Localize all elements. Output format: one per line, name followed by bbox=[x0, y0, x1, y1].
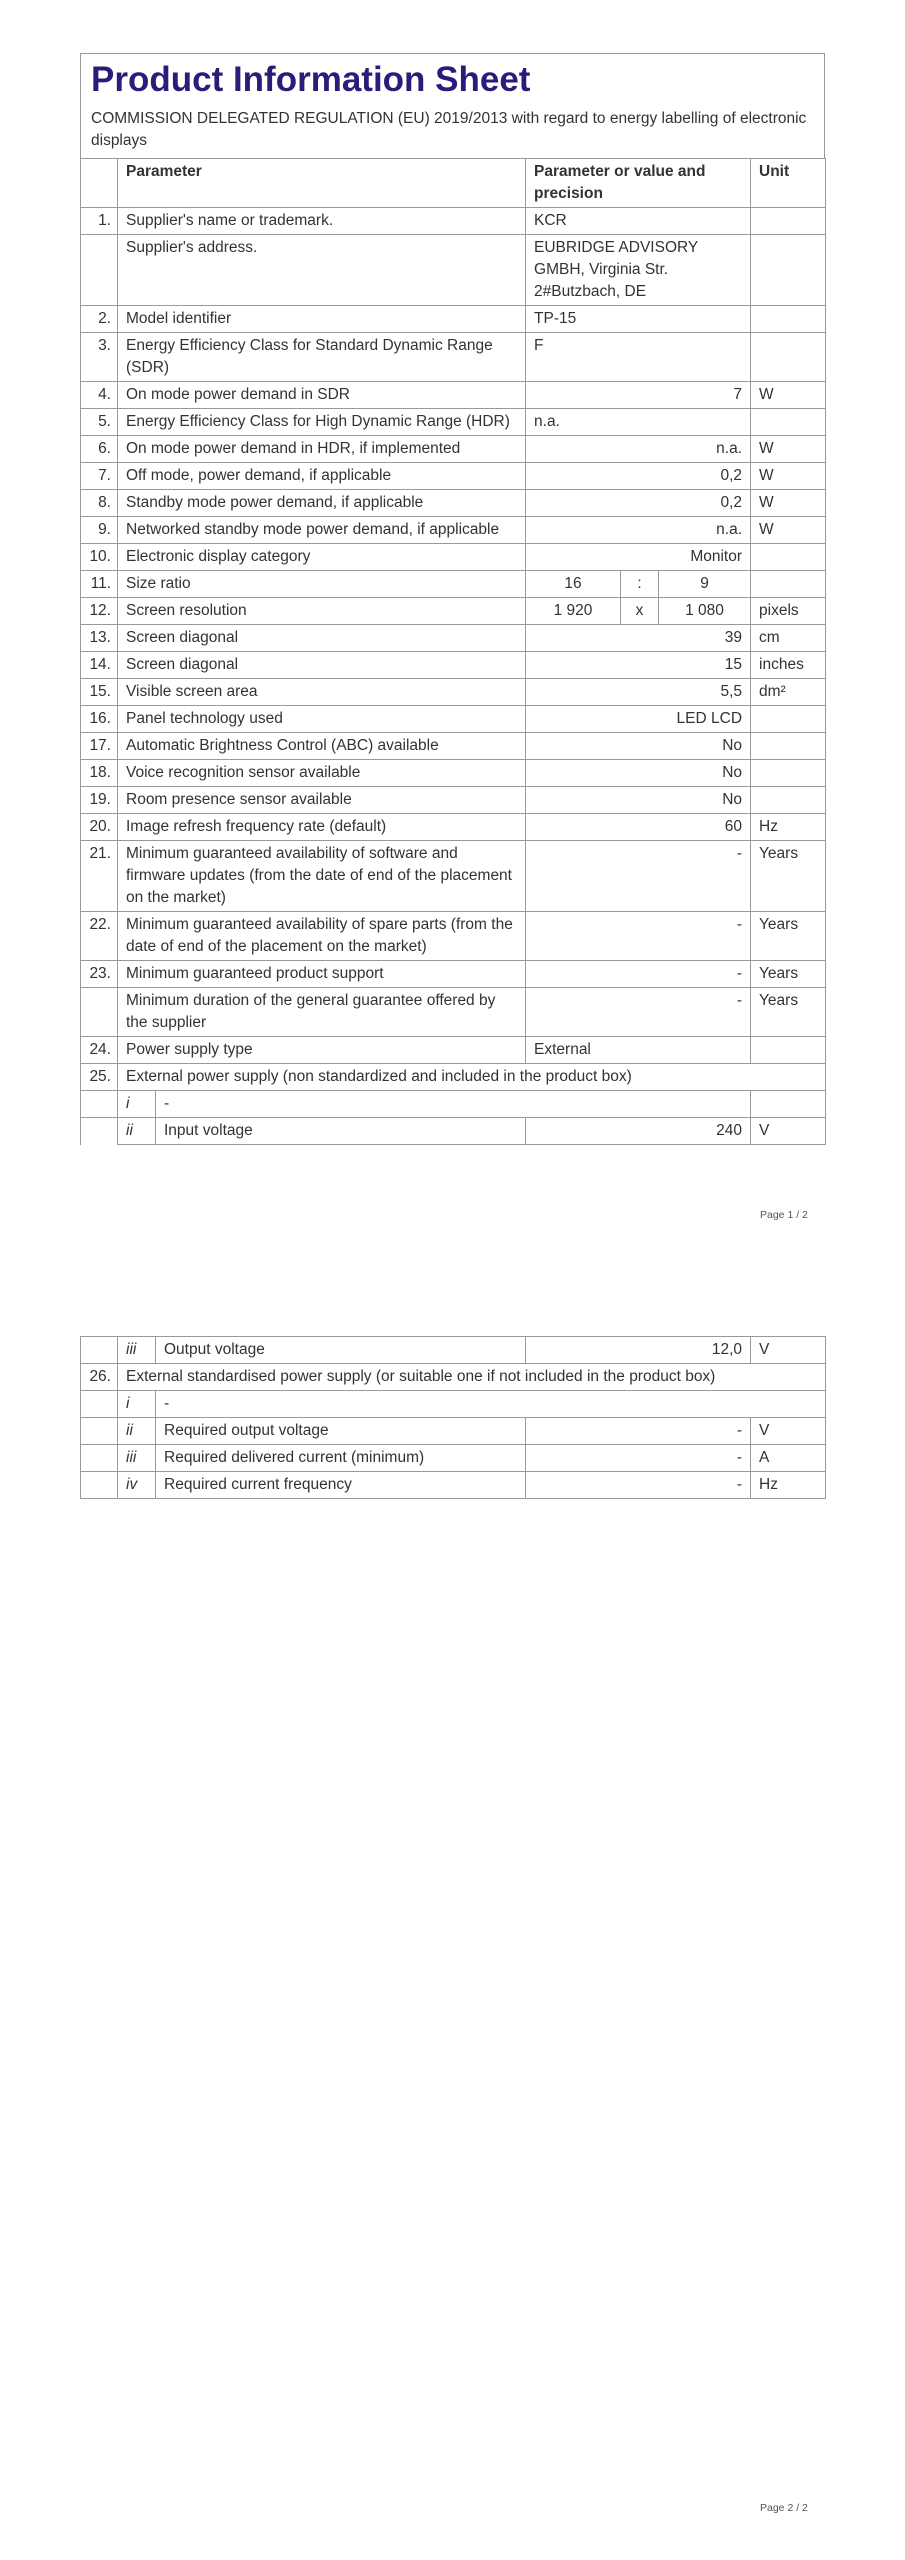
row-value: EUBRIDGE ADVISORY GMBH, Virginia Str. 2#Butzbach, DE bbox=[526, 235, 751, 306]
row-label: - bbox=[156, 1091, 751, 1118]
ratio-separator: : bbox=[621, 571, 659, 598]
page-footer: Page 1 / 2 bbox=[760, 1209, 808, 1221]
row-value: 5,5 bbox=[526, 679, 751, 706]
resolution-separator: x bbox=[621, 598, 659, 625]
row-value: 15 bbox=[526, 652, 751, 679]
table-row bbox=[81, 517, 826, 544]
table-row bbox=[81, 571, 826, 598]
row-value: External bbox=[526, 1037, 751, 1064]
row-label: Minimum guaranteed product support bbox=[118, 961, 526, 988]
row-number: 21. bbox=[81, 841, 118, 912]
row-label: On mode power demand in HDR, if implemented bbox=[118, 436, 526, 463]
row-number: 23. bbox=[81, 961, 118, 988]
row-unit bbox=[751, 333, 826, 382]
table-row bbox=[81, 912, 826, 961]
row-number-empty bbox=[81, 1445, 118, 1472]
row-unit: Years bbox=[751, 961, 826, 988]
row-unit bbox=[751, 235, 826, 306]
sub-index: ii bbox=[118, 1418, 156, 1445]
table-row bbox=[81, 1118, 826, 1145]
row-label: Power supply type bbox=[118, 1037, 526, 1064]
row-value: - bbox=[526, 961, 751, 988]
row-number-empty bbox=[81, 1418, 118, 1445]
row-unit bbox=[751, 1037, 826, 1064]
row-number-empty bbox=[81, 1118, 118, 1145]
row-label: Required output voltage bbox=[156, 1418, 526, 1445]
row-value: 60 bbox=[526, 814, 751, 841]
row-label: Screen resolution bbox=[118, 598, 526, 625]
row-label: On mode power demand in SDR bbox=[118, 382, 526, 409]
row-label: Minimum guaranteed availability of software and firmware updates (from the date of end of the placement on the market) bbox=[118, 841, 526, 912]
table-row bbox=[81, 787, 826, 814]
row-value: 0,2 bbox=[526, 463, 751, 490]
row-label: Energy Efficiency Class for Standard Dynamic Range (SDR) bbox=[118, 333, 526, 382]
row-value: - bbox=[526, 1418, 751, 1445]
sub-index: i bbox=[118, 1091, 156, 1118]
table-row bbox=[81, 490, 826, 517]
row-unit: V bbox=[751, 1337, 826, 1364]
row-unit bbox=[751, 571, 826, 598]
row-label: Minimum duration of the general guarantee offered by the supplier bbox=[118, 988, 526, 1037]
row-label: Output voltage bbox=[156, 1337, 526, 1364]
row-unit: W bbox=[751, 517, 826, 544]
row-value: 7 bbox=[526, 382, 751, 409]
row-label: Networked standby mode power demand, if applicable bbox=[118, 517, 526, 544]
header-parameter: Parameter bbox=[118, 159, 526, 208]
row-value: Monitor bbox=[526, 544, 751, 571]
row-label: Off mode, power demand, if applicable bbox=[118, 463, 526, 490]
row-number: 8. bbox=[81, 490, 118, 517]
row-unit: W bbox=[751, 436, 826, 463]
row-label: Visible screen area bbox=[118, 679, 526, 706]
row-unit: dm² bbox=[751, 679, 826, 706]
row-unit: W bbox=[751, 382, 826, 409]
row-label: Screen diagonal bbox=[118, 625, 526, 652]
product-info-table-continued bbox=[80, 1336, 826, 1499]
table-row bbox=[81, 733, 826, 760]
row-value: 12,0 bbox=[526, 1337, 751, 1364]
product-info-table bbox=[80, 158, 826, 1145]
row-unit bbox=[751, 208, 826, 235]
row-value: No bbox=[526, 760, 751, 787]
row-label: Required current frequency bbox=[156, 1472, 526, 1499]
row-value: F bbox=[526, 333, 751, 382]
row-unit bbox=[751, 409, 826, 436]
row-number: 19. bbox=[81, 787, 118, 814]
sub-index: iii bbox=[118, 1445, 156, 1472]
table-row bbox=[81, 814, 826, 841]
row-number: 5. bbox=[81, 409, 118, 436]
row-label: Image refresh frequency rate (default) bbox=[118, 814, 526, 841]
page-2 bbox=[80, 1336, 825, 1499]
row-number-empty bbox=[81, 1391, 118, 1418]
table-header-row bbox=[81, 159, 826, 208]
row-number: 9. bbox=[81, 517, 118, 544]
row-unit: inches bbox=[751, 652, 826, 679]
table-row bbox=[81, 1391, 826, 1418]
row-unit: Years bbox=[751, 841, 826, 912]
page-1 bbox=[80, 53, 825, 1145]
row-number: 12. bbox=[81, 598, 118, 625]
row-unit: Hz bbox=[751, 1472, 826, 1499]
row-number: 16. bbox=[81, 706, 118, 733]
row-value: - bbox=[526, 912, 751, 961]
table-row bbox=[81, 463, 826, 490]
table-row bbox=[81, 625, 826, 652]
row-unit bbox=[751, 787, 826, 814]
header-unit: Unit bbox=[751, 159, 826, 208]
row-number bbox=[81, 988, 118, 1037]
row-label: Screen diagonal bbox=[118, 652, 526, 679]
table-row bbox=[81, 382, 826, 409]
row-number-empty bbox=[81, 1337, 118, 1364]
section-label: External power supply (non standardized and included in the product box) bbox=[118, 1064, 826, 1091]
row-unit: pixels bbox=[751, 598, 826, 625]
row-unit: A bbox=[751, 1445, 826, 1472]
row-unit: Years bbox=[751, 912, 826, 961]
row-label: Input voltage bbox=[156, 1118, 526, 1145]
row-number: 2. bbox=[81, 306, 118, 333]
row-value: No bbox=[526, 787, 751, 814]
table-row bbox=[81, 1064, 826, 1091]
table-row bbox=[81, 1445, 826, 1472]
row-unit: V bbox=[751, 1118, 826, 1145]
row-label: Supplier's address. bbox=[118, 235, 526, 306]
row-unit: cm bbox=[751, 625, 826, 652]
row-value: TP-15 bbox=[526, 306, 751, 333]
row-unit: Hz bbox=[751, 814, 826, 841]
row-number: 11. bbox=[81, 571, 118, 598]
row-number: 14. bbox=[81, 652, 118, 679]
page-title: Product Information Sheet bbox=[91, 60, 531, 99]
sub-index: i bbox=[118, 1391, 156, 1418]
row-number: 13. bbox=[81, 625, 118, 652]
table-row bbox=[81, 306, 826, 333]
table-row bbox=[81, 961, 826, 988]
table-row bbox=[81, 841, 826, 912]
row-value: 39 bbox=[526, 625, 751, 652]
table-row bbox=[81, 208, 826, 235]
row-number: 17. bbox=[81, 733, 118, 760]
row-unit-empty bbox=[751, 1091, 826, 1118]
row-value: n.a. bbox=[526, 517, 751, 544]
table-row bbox=[81, 679, 826, 706]
table-row bbox=[81, 1337, 826, 1364]
row-number: 1. bbox=[81, 208, 118, 235]
sub-index: ii bbox=[118, 1118, 156, 1145]
row-value: n.a. bbox=[526, 436, 751, 463]
page-subtitle: COMMISSION DELEGATED REGULATION (EU) 2019/2013 with regard to energy labelling of electronic displays bbox=[91, 110, 807, 149]
table-row bbox=[81, 1418, 826, 1445]
row-number-empty bbox=[81, 1091, 118, 1118]
row-value: - bbox=[526, 1445, 751, 1472]
row-number: 4. bbox=[81, 382, 118, 409]
table-row bbox=[81, 235, 826, 306]
table-row bbox=[81, 409, 826, 436]
row-value: - bbox=[526, 841, 751, 912]
table-row bbox=[81, 598, 826, 625]
row-label: - bbox=[156, 1391, 826, 1418]
row-number: 25. bbox=[81, 1064, 118, 1091]
row-number: 15. bbox=[81, 679, 118, 706]
sub-index: iii bbox=[118, 1337, 156, 1364]
table-row bbox=[81, 1037, 826, 1064]
section-label: External standardised power supply (or suitable one if not included in the product box) bbox=[118, 1364, 826, 1391]
row-label: Energy Efficiency Class for High Dynamic Range (HDR) bbox=[118, 409, 526, 436]
table-row bbox=[81, 1091, 826, 1118]
row-label: Model identifier bbox=[118, 306, 526, 333]
row-number: 10. bbox=[81, 544, 118, 571]
row-unit: W bbox=[751, 490, 826, 517]
row-number: 18. bbox=[81, 760, 118, 787]
resolution-width-value: 1 920 bbox=[526, 598, 621, 625]
sub-index: iv bbox=[118, 1472, 156, 1499]
row-value: 240 bbox=[526, 1118, 751, 1145]
row-label: Automatic Brightness Control (ABC) available bbox=[118, 733, 526, 760]
row-label: Minimum guaranteed availability of spare parts (from the date of end of the placement on the market) bbox=[118, 912, 526, 961]
row-label: Panel technology used bbox=[118, 706, 526, 733]
table-row bbox=[81, 652, 826, 679]
row-number: 24. bbox=[81, 1037, 118, 1064]
table-row bbox=[81, 1364, 826, 1391]
table-row bbox=[81, 1472, 826, 1499]
row-number-empty bbox=[81, 1472, 118, 1499]
row-label: Voice recognition sensor available bbox=[118, 760, 526, 787]
row-number bbox=[81, 235, 118, 306]
header-num-cell bbox=[81, 159, 118, 208]
table-row bbox=[81, 436, 826, 463]
row-number: 26. bbox=[81, 1364, 118, 1391]
table-row bbox=[81, 333, 826, 382]
row-unit: V bbox=[751, 1418, 826, 1445]
row-unit bbox=[751, 706, 826, 733]
table-row bbox=[81, 706, 826, 733]
row-number: 6. bbox=[81, 436, 118, 463]
row-unit bbox=[751, 760, 826, 787]
row-value: n.a. bbox=[526, 409, 751, 436]
row-number: 20. bbox=[81, 814, 118, 841]
resolution-height-value: 1 080 bbox=[659, 598, 751, 625]
row-unit bbox=[751, 306, 826, 333]
row-number: 7. bbox=[81, 463, 118, 490]
row-unit bbox=[751, 733, 826, 760]
ratio-height-value: 9 bbox=[659, 571, 751, 598]
row-label: Standby mode power demand, if applicable bbox=[118, 490, 526, 517]
row-label: Size ratio bbox=[118, 571, 526, 598]
row-value: LED LCD bbox=[526, 706, 751, 733]
table-row bbox=[81, 988, 826, 1037]
row-value: KCR bbox=[526, 208, 751, 235]
row-unit bbox=[751, 544, 826, 571]
table-row bbox=[81, 544, 826, 571]
row-label: Room presence sensor available bbox=[118, 787, 526, 814]
page-footer: Page 2 / 2 bbox=[760, 2502, 808, 2514]
row-number: 3. bbox=[81, 333, 118, 382]
table-row bbox=[81, 760, 826, 787]
row-unit: W bbox=[751, 463, 826, 490]
ratio-width-value: 16 bbox=[526, 571, 621, 598]
row-unit: Years bbox=[751, 988, 826, 1037]
row-value: 0,2 bbox=[526, 490, 751, 517]
row-value: - bbox=[526, 988, 751, 1037]
sheet-header bbox=[80, 53, 825, 158]
row-label: Electronic display category bbox=[118, 544, 526, 571]
row-label: Required delivered current (minimum) bbox=[156, 1445, 526, 1472]
row-number: 22. bbox=[81, 912, 118, 961]
row-label: Supplier's name or trademark. bbox=[118, 208, 526, 235]
row-value: No bbox=[526, 733, 751, 760]
header-value: Parameter or value and precision bbox=[526, 159, 751, 208]
row-value: - bbox=[526, 1472, 751, 1499]
